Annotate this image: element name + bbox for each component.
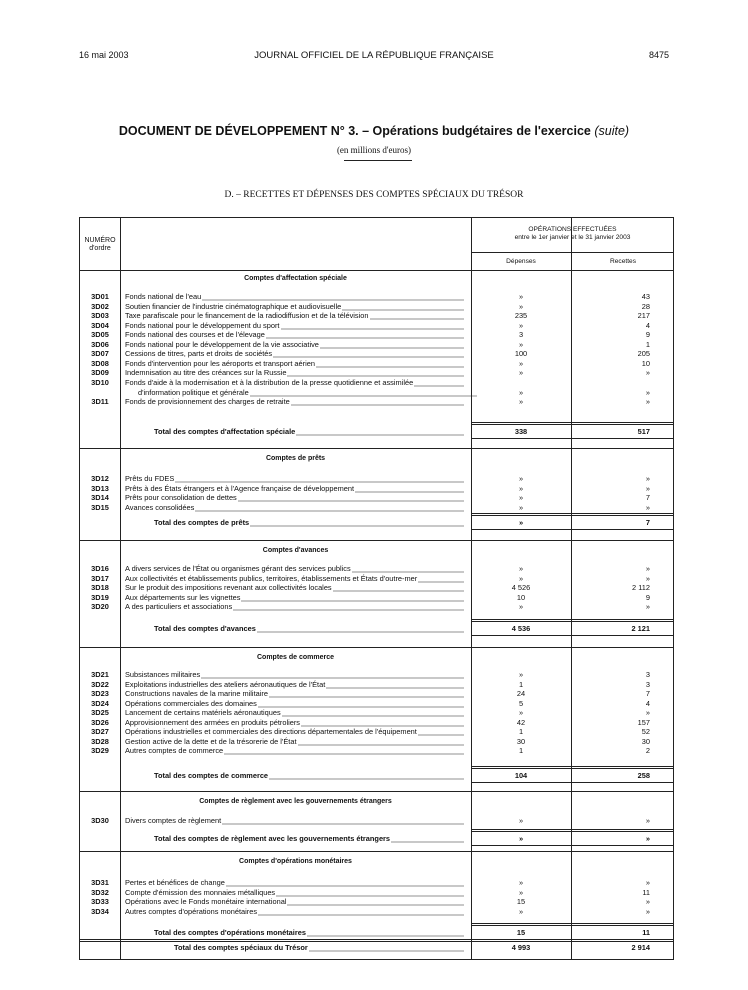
table-row: [80, 311, 675, 320]
table-row: [80, 368, 675, 377]
account-label: Indemnisation au titre des créances sur la Russie: [125, 368, 287, 378]
total-label: Total des comptes d'avances: [154, 624, 256, 633]
account-label: Compte d'émission des monnaies métalliques: [125, 887, 276, 897]
expenses-value: »: [518, 573, 524, 583]
receipts-value: »: [645, 708, 650, 718]
account-code: 3D24: [91, 698, 109, 708]
account-label-cell: [125, 888, 464, 897]
header-rule: [80, 270, 674, 271]
group-title: Comptes d'affectation spéciale: [244, 275, 347, 282]
account-code: 3D02: [91, 301, 109, 311]
expenses-value: »: [518, 670, 524, 679]
group-separator: [80, 647, 674, 648]
account-label-cell: [125, 737, 464, 746]
account-code: 3D25: [91, 708, 109, 718]
account-label: Pertes et bénéfices de change: [125, 878, 225, 887]
account-label: Cessions de titres, parts et droits de sociétés: [125, 349, 273, 359]
total-receipts: »: [645, 834, 650, 843]
expenses-value: 4 526: [511, 583, 531, 593]
group-title: Comptes de prêts: [265, 455, 326, 462]
account-label-cell: [125, 359, 464, 368]
account-label-cell: [125, 602, 464, 611]
total-underline: [471, 782, 674, 783]
total-underline: [471, 635, 674, 636]
receipts-value: 7: [645, 689, 650, 699]
account-label-cell: [125, 321, 464, 330]
table-row: [80, 689, 675, 698]
total-row: [80, 928, 675, 937]
table-row: [80, 503, 675, 512]
account-code: 3D32: [91, 887, 109, 897]
total-rule: [471, 422, 674, 425]
table-row: [80, 493, 675, 502]
total-row: [80, 834, 675, 843]
table-row: [80, 888, 675, 897]
subtitle-rule: [344, 160, 412, 161]
account-label: Autres comptes de commerce: [125, 746, 224, 756]
account-code: 3D21: [91, 670, 109, 679]
expenses-value: 3: [518, 330, 524, 340]
expenses-value: »: [518, 301, 524, 311]
table-row: [80, 397, 675, 406]
group-separator: [80, 448, 674, 449]
grand-total-receipts: 2 914: [631, 943, 650, 952]
table-row: [80, 564, 675, 573]
expenses-value: »: [518, 906, 524, 916]
table-row: [80, 593, 675, 602]
account-label-cell: [125, 474, 464, 483]
total-receipts: 258: [637, 771, 650, 780]
receipts-value: »: [645, 573, 650, 583]
total-expenses: »: [518, 834, 524, 843]
total-underline: [471, 845, 674, 846]
receipts-value: »: [645, 387, 650, 397]
total-expenses: 104: [514, 771, 528, 780]
account-label: Fonds national des courses et de l'élevage: [125, 330, 265, 340]
account-code: 3D30: [91, 816, 109, 825]
table-row: [80, 302, 675, 311]
receipts-value: »: [645, 878, 650, 887]
total-rule: [471, 829, 674, 832]
total-row: [80, 518, 675, 527]
account-code: 3D15: [91, 502, 109, 512]
receipts-value: 1: [645, 339, 650, 349]
table-row: [80, 727, 675, 736]
account-label: Opérations avec le Fonds monétaire international: [125, 897, 287, 907]
expenses-value: 30: [516, 736, 526, 746]
receipts-value: 4: [645, 698, 650, 708]
table-row: [80, 574, 675, 583]
total-label: Total des comptes de commerce: [154, 771, 269, 780]
account-code: 3D08: [91, 358, 109, 368]
expenses-column-header: Dépenses: [506, 258, 536, 265]
receipts-column-header: Recettes: [609, 258, 637, 265]
group-title: Comptes d'avances: [262, 547, 329, 554]
account-label: Aux collectivités et établissements publics, territoires, établissements et États d'outre-mer: [125, 573, 418, 583]
total-underline: [471, 438, 674, 439]
group-title: Comptes de commerce: [256, 654, 335, 661]
account-label-cell: [125, 670, 464, 679]
account-label-cell: [125, 484, 464, 493]
total-label: Total des comptes d'affectation spéciale: [154, 427, 296, 436]
receipts-value: »: [645, 602, 650, 612]
account-code: 3D19: [91, 592, 109, 602]
document-title-main: DOCUMENT DE DÉVELOPPEMENT N° 3. – Opérations budgétaires de l'exercice: [118, 124, 591, 138]
account-label-cell: [125, 689, 464, 698]
account-label: Fonds national pour le développement du sport: [125, 320, 280, 330]
expenses-value: »: [518, 493, 524, 503]
account-code: 3D23: [91, 689, 109, 699]
account-label-cell: [125, 708, 464, 717]
account-code: 3D16: [91, 564, 109, 573]
group-title: Comptes d'opérations monétaires: [239, 858, 352, 865]
table-row: [80, 349, 675, 358]
account-label: Autres comptes d'opérations monétaires: [125, 906, 258, 916]
receipts-value: 4: [645, 320, 650, 330]
grand-total-label: Total des comptes spéciaux du Trésor: [174, 943, 308, 952]
receipts-value: »: [645, 816, 650, 825]
account-label-cell: [125, 897, 464, 906]
account-label: Prêts du FDES: [125, 474, 175, 483]
table-row: [80, 330, 675, 339]
receipts-value: »: [645, 368, 650, 378]
total-label: Total des comptes d'opérations monétaires: [154, 928, 306, 937]
expenses-value: 15: [516, 897, 526, 907]
page-header: [0, 50, 748, 64]
account-label-cell: [125, 330, 464, 339]
account-code: 3D27: [91, 727, 109, 737]
account-label-cell: [125, 292, 464, 301]
account-code: 3D26: [91, 717, 109, 727]
account-code: 3D07: [91, 349, 109, 359]
account-code: 3D09: [91, 368, 109, 378]
total-label-cell: [154, 928, 464, 937]
expenses-value: 5: [518, 698, 524, 708]
expenses-value: »: [518, 878, 524, 887]
table-row: [80, 907, 675, 916]
account-label: Lancement de certains matériels aéronautiques: [125, 708, 281, 718]
account-label: Gestion active de la dette et de la trésorerie de l'État: [125, 736, 297, 746]
account-label-cell: [125, 311, 464, 320]
account-label: Fonds d'intervention pour les aéroports et transport aérien: [125, 358, 315, 368]
total-label-cell: [154, 834, 464, 843]
account-label: Fonds national pour le développement de la vie associative: [125, 339, 319, 349]
account-label: A divers services de l'État ou organismes gérant des services publics: [125, 564, 351, 573]
account-code: 3D03: [91, 311, 109, 321]
expenses-value: »: [518, 292, 524, 301]
account-label-cell: [125, 574, 464, 583]
total-label-cell: [154, 427, 464, 436]
group-title: Comptes de règlement avec les gouvernements étrangers: [199, 798, 392, 805]
total-expenses: 338: [514, 427, 528, 436]
total-row: [80, 427, 675, 436]
account-code: 3D05: [91, 330, 109, 340]
expenses-value: »: [518, 708, 524, 718]
total-rule: [471, 513, 674, 516]
account-code: 3D11: [91, 397, 109, 407]
table-row: [80, 816, 675, 825]
expenses-value: »: [518, 502, 524, 512]
receipts-value: 2: [645, 746, 650, 756]
number-header-line2: d'ordre: [89, 245, 111, 252]
receipts-value: 11: [642, 887, 650, 897]
total-row: [80, 624, 675, 633]
account-code: 3D29: [91, 746, 109, 756]
total-receipts: 7: [645, 518, 650, 527]
expenses-value: »: [518, 320, 524, 330]
expenses-value: »: [518, 397, 524, 407]
account-code: 3D17: [91, 573, 109, 583]
receipts-value: 9: [645, 330, 650, 340]
section-title: D. – RECETTES ET DÉPENSES DES COMPTES SPÉCIAUX DU TRÉSOR: [224, 190, 524, 200]
document-title: [0, 124, 748, 138]
account-code: 3D06: [91, 339, 109, 349]
page-number: 8475: [648, 50, 669, 60]
receipts-value: 157: [637, 717, 650, 727]
receipts-value: »: [645, 474, 650, 483]
unit-subtitle: (en millions d'euros): [336, 145, 412, 155]
expenses-value: 24: [516, 689, 526, 699]
expenses-value: »: [518, 816, 524, 825]
total-expenses: 15: [516, 928, 526, 937]
account-code: 3D33: [91, 897, 109, 907]
header-rule: [471, 252, 674, 253]
table-row: [80, 321, 675, 330]
account-code: 3D14: [91, 493, 109, 503]
operations-header-line2: entre le 1er janvier et le 31 janvier 2003: [514, 234, 631, 241]
account-label-continued: d'information politique et générale: [138, 387, 249, 397]
receipts-value: 30: [641, 736, 650, 746]
receipts-value: »: [645, 502, 650, 512]
table-row: [80, 359, 675, 368]
table-row: [80, 474, 675, 483]
account-label-cell: [125, 746, 464, 755]
receipts-value: 3: [645, 679, 650, 689]
receipts-value: »: [645, 483, 650, 493]
receipts-value: 7: [645, 493, 650, 503]
expenses-value: 1: [518, 727, 524, 737]
journal-title: JOURNAL OFFICIEL DE LA RÉPUBLIQUE FRANÇAISE: [254, 50, 494, 61]
account-code: 3D01: [91, 292, 109, 301]
total-label-cell: [154, 771, 464, 780]
receipts-value: »: [645, 906, 650, 916]
table-row: [80, 484, 675, 493]
receipts-value: 3: [645, 670, 650, 679]
table-row: [80, 718, 675, 727]
total-label: Total des comptes de règlement avec les gouvernements étrangers: [154, 834, 391, 843]
account-label-cell: [125, 727, 464, 736]
grand-total-expenses: 4 993: [511, 943, 531, 952]
total-rule: [471, 923, 674, 926]
group-separator: [80, 851, 674, 852]
total-label-cell: [154, 624, 464, 633]
expenses-value: »: [518, 368, 524, 378]
receipts-value: »: [645, 564, 650, 573]
total-row: [80, 771, 675, 780]
account-label: Fonds de provisionnement des charges de retraite: [125, 397, 290, 407]
accounts-table: [79, 217, 674, 960]
account-label-cell: [125, 368, 464, 377]
table-row: [80, 699, 675, 708]
account-label-cell: [125, 816, 464, 825]
table-row: [80, 670, 675, 679]
account-label: Constructions navales de la marine militaire: [125, 689, 268, 699]
total-label: Total des comptes de prêts: [154, 518, 250, 527]
account-label-cell: [125, 907, 464, 916]
account-label-cell: [125, 340, 464, 349]
account-label-cell: [125, 349, 464, 358]
total-rule: [471, 619, 674, 622]
table-row: [80, 746, 675, 755]
account-label-cell: [125, 397, 464, 406]
table-row: [80, 292, 675, 301]
receipts-value: 217: [637, 311, 650, 321]
table-row: [80, 708, 675, 717]
account-label-cell: [125, 302, 464, 311]
total-expenses: 4 536: [511, 624, 531, 633]
account-code: 3D28: [91, 736, 109, 746]
account-label-continued-cell: [138, 388, 477, 397]
account-label: Avances consolidées: [125, 502, 195, 512]
document-title-suite: (suite): [594, 124, 630, 138]
account-label: Approvisionnement des armées en produits pétroliers: [125, 717, 301, 727]
account-label-cell: [125, 878, 464, 887]
expenses-value: 10: [516, 592, 526, 602]
account-label: Subsistances militaires: [125, 670, 201, 679]
expenses-value: »: [518, 483, 524, 493]
total-underline: [471, 529, 674, 530]
group-separator: [80, 540, 674, 541]
table-row-continuation: [80, 388, 675, 397]
grand-total-rule: [80, 939, 674, 942]
account-code: 3D12: [91, 474, 109, 483]
operations-header-line1: OPÉRATIONS EFFECTUÉES: [528, 226, 617, 233]
account-code: 3D22: [91, 679, 109, 689]
account-label: Prêts à des États étrangers et à l'Agence française de développement: [125, 483, 355, 493]
table-row: [80, 737, 675, 746]
account-label: Exploitations industrielles des ateliers aéronautiques de l'État: [125, 679, 326, 689]
account-code: 3D20: [91, 602, 109, 612]
table-row: [80, 602, 675, 611]
expenses-value: »: [518, 564, 524, 573]
table-row: [80, 878, 675, 887]
total-expenses: »: [518, 518, 524, 527]
account-code: 3D04: [91, 320, 109, 330]
receipts-value: »: [645, 397, 650, 407]
account-label: Prêts pour consolidation de dettes: [125, 493, 237, 503]
account-label: Sur le produit des impositions revenant aux collectivités locales: [125, 583, 332, 593]
total-rule: [471, 766, 674, 769]
account-code: 3D18: [91, 583, 109, 593]
expenses-value: 100: [514, 349, 528, 359]
table-row: [80, 583, 675, 592]
receipts-value: 9: [645, 592, 650, 602]
account-code: 3D31: [91, 878, 109, 887]
page-date: 16 mai 2003: [79, 50, 129, 60]
account-code: 3D10: [91, 377, 109, 387]
account-label: Divers comptes de règlement: [125, 816, 222, 825]
expenses-value: 42: [516, 717, 526, 727]
table-row: [80, 897, 675, 906]
table-row: [80, 378, 675, 387]
account-label: Opérations commerciales des domaines: [125, 698, 257, 708]
account-code: 3D34: [91, 906, 109, 916]
account-label-cell: [125, 593, 464, 602]
total-receipts: 2 121: [631, 624, 650, 633]
operations-header: [471, 226, 674, 242]
expenses-value: »: [518, 339, 524, 349]
account-label-cell: [125, 680, 464, 689]
total-receipts: 11: [642, 928, 650, 937]
number-header-line1: NUMÉRO: [84, 237, 116, 244]
account-label: A des particuliers et associations: [125, 602, 233, 612]
expenses-value: 1: [518, 746, 524, 756]
number-column-header: [80, 237, 120, 253]
expenses-value: »: [518, 887, 524, 897]
receipts-value: 205: [637, 349, 650, 359]
expenses-value: »: [518, 358, 524, 368]
account-label-cell: [125, 699, 464, 708]
table-row: [80, 680, 675, 689]
account-label-cell: [125, 583, 464, 592]
receipts-value: 28: [641, 301, 650, 311]
group-separator: [80, 791, 674, 792]
expenses-value: »: [518, 602, 524, 612]
table-row: [80, 340, 675, 349]
account-label-cell: [125, 493, 464, 502]
account-label: Soutien financier de l'industrie cinématographique et audiovisuelle: [125, 301, 342, 311]
account-label: Taxe parafiscale pour le financement de la radiodiffusion et de la télévision: [125, 311, 369, 321]
account-label-cell: [125, 564, 464, 573]
account-label: Fonds national de l'eau: [125, 292, 202, 301]
total-label-cell: [154, 518, 464, 527]
receipts-value: 43: [641, 292, 650, 301]
receipts-value: 2 112: [632, 583, 650, 593]
account-label: Fonds d'aide à la modernisation et à la distribution de la presse quotidienne et assimilée: [125, 377, 414, 387]
expenses-value: 1: [518, 679, 524, 689]
total-receipts: 517: [637, 427, 650, 436]
expenses-value: »: [518, 387, 524, 397]
receipts-value: 10: [641, 358, 650, 368]
account-label: Aux départements sur les vignettes: [125, 592, 241, 602]
account-label: Opérations industrielles et commerciales des directions départementales de l'équipement: [125, 727, 417, 737]
receipts-value: »: [645, 897, 650, 907]
account-code: 3D13: [91, 483, 109, 493]
receipts-value: 52: [641, 727, 650, 737]
expenses-value: »: [518, 474, 524, 483]
account-label-cell: [125, 503, 464, 512]
grand-total-label-cell: [174, 943, 464, 952]
account-label-cell: [125, 378, 464, 387]
grand-total-row: [80, 943, 675, 952]
account-label-cell: [125, 718, 464, 727]
expenses-value: 235: [514, 311, 528, 321]
